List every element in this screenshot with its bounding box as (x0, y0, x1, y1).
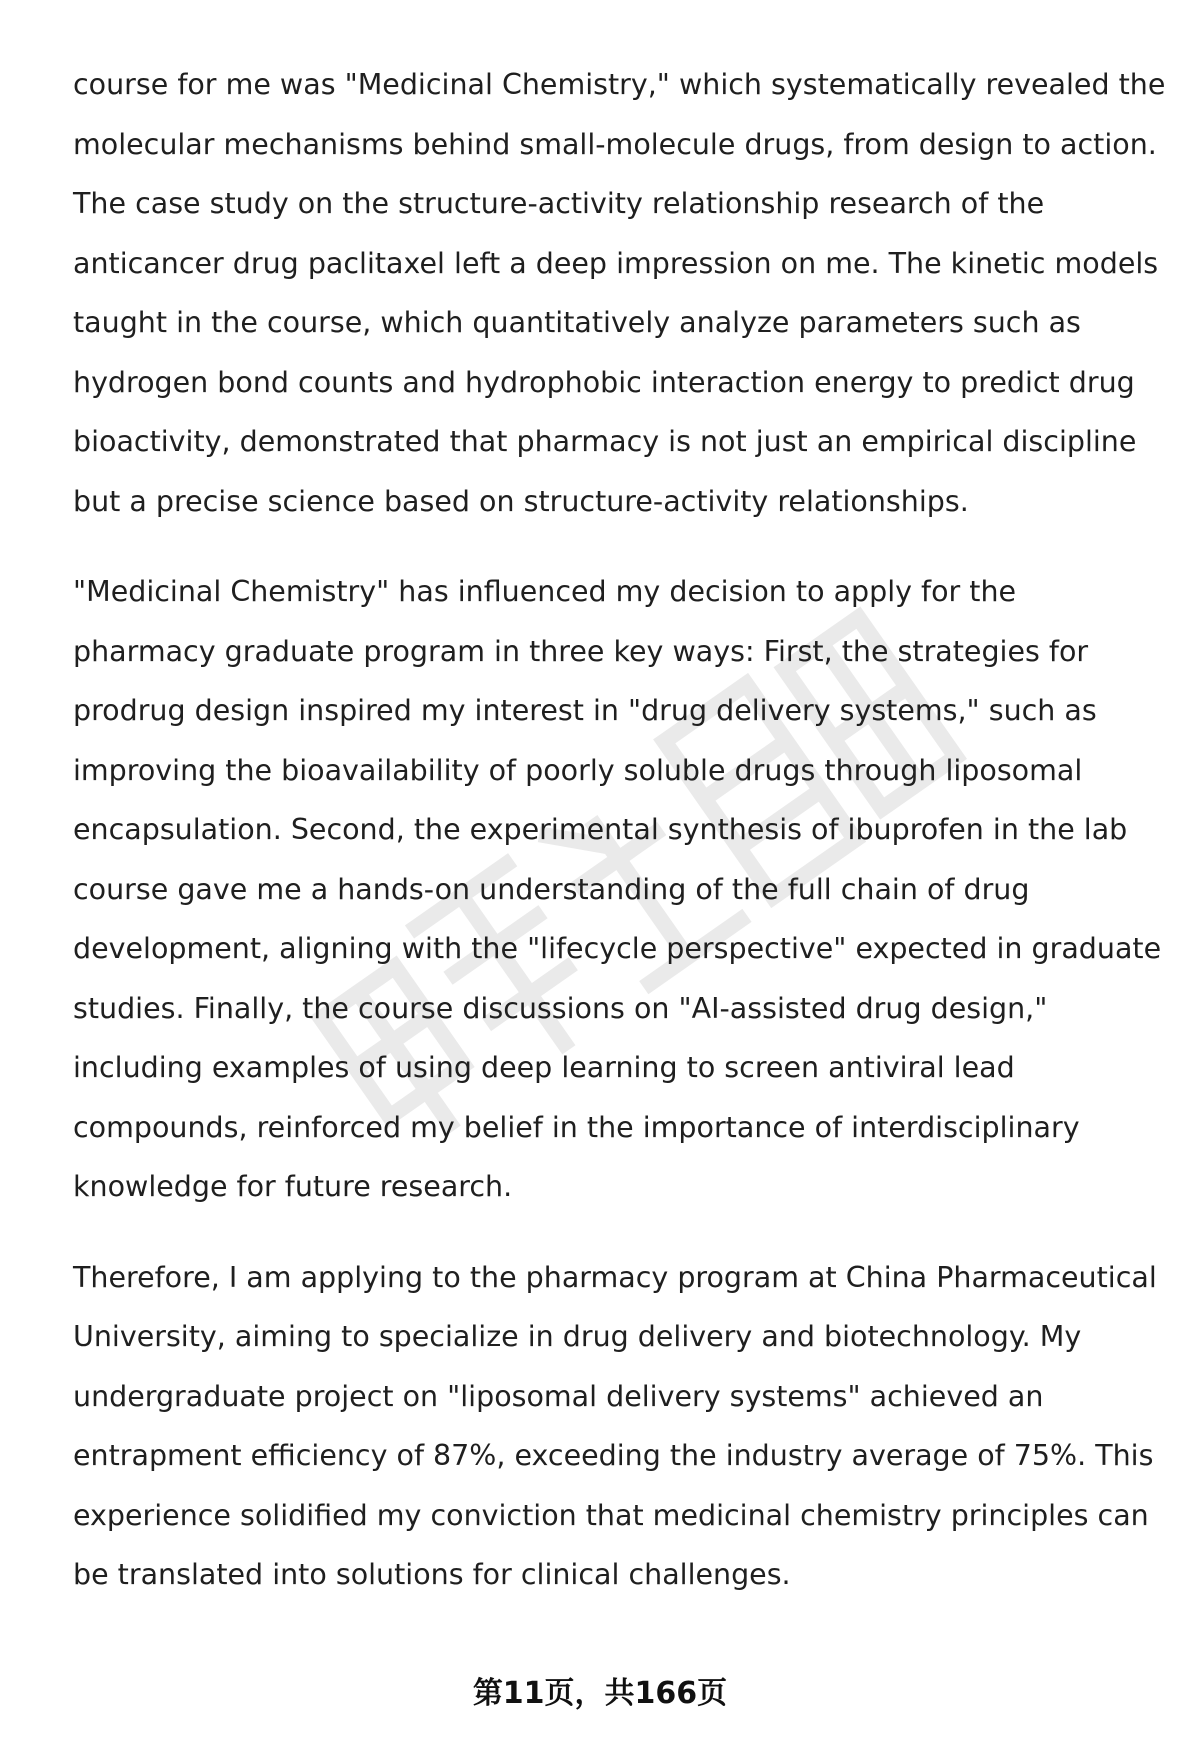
text-line: hydrogen bond counts and hydrophobic interaction energy to predict drug (73, 365, 1135, 399)
text-line: bioactivity, demonstrated that pharmacy is not just an empirical discipline (73, 425, 1137, 458)
text-line: prodrug design inspired my interest in "drug delivery systems," such as (73, 694, 1097, 727)
text-line: compounds, reinforced my belief in the importance of interdisciplinary (73, 1110, 1080, 1144)
text-line: course gave me a hands-on understanding of the full chain of drug (73, 872, 1030, 906)
text-line: including examples of using deep learning to screen antiviral lead (73, 1051, 1015, 1084)
text-line: course for me was "Medicinal Chemistry," which systematically revealed the (73, 68, 1166, 101)
text-line: knowledge for future research. (73, 1170, 513, 1203)
text-line: development, aligning with the "lifecycle perspective" expected in graduate (73, 932, 1162, 965)
paragraph-2 (73, 562, 1163, 1217)
text-line: improving the bioavailability of poorly soluble drugs through liposomal (73, 753, 1083, 787)
text-line: Therefore, I am applying to the pharmacy program at China Pharmaceutical (73, 1260, 1157, 1294)
text-line: The case study on the structure-activity relationship research of the (73, 187, 1045, 220)
text-line: University, aiming to specialize in drug delivery and biotechnology. My (73, 1320, 1082, 1353)
document-body (73, 55, 1166, 1636)
text-line: but a precise science based on structure-activity relationships. (73, 484, 969, 518)
text-line: undergraduate project on "liposomal delivery systems" achieved an (73, 1379, 1044, 1413)
text-line: studies. Finally, the course discussions on "AI-assisted drug design," (73, 991, 1048, 1025)
text-line: taught in the course, which quantitatively analyze parameters such as (73, 306, 1081, 339)
text-line: entrapment efficiency of 87%, exceeding the industry average of 75%. This (73, 1439, 1154, 1472)
text-line: encapsulation. Second, the experimental synthesis of ibuprofen in the lab (73, 813, 1128, 846)
text-line: be translated into solutions for clinical challenges. (73, 1558, 791, 1591)
text-line: molecular mechanisms behind small-molecule drugs, from design to action. (73, 127, 1157, 161)
text-line: pharmacy graduate program in three key ways: First, the strategies for (73, 634, 1089, 668)
text-line: experience solidified my conviction that medicinal chemistry principles can (73, 1498, 1149, 1532)
paragraph-3 (73, 1248, 1163, 1605)
paragraph-1 (73, 55, 1166, 531)
text-line: "Medicinal Chemistry" has influenced my decision to apply for the (73, 575, 1017, 608)
page-number: 第11页，共166页 (472, 1676, 728, 1711)
text-line: anticancer drug paclitaxel left a deep impression on me. The kinetic models (73, 246, 1159, 280)
